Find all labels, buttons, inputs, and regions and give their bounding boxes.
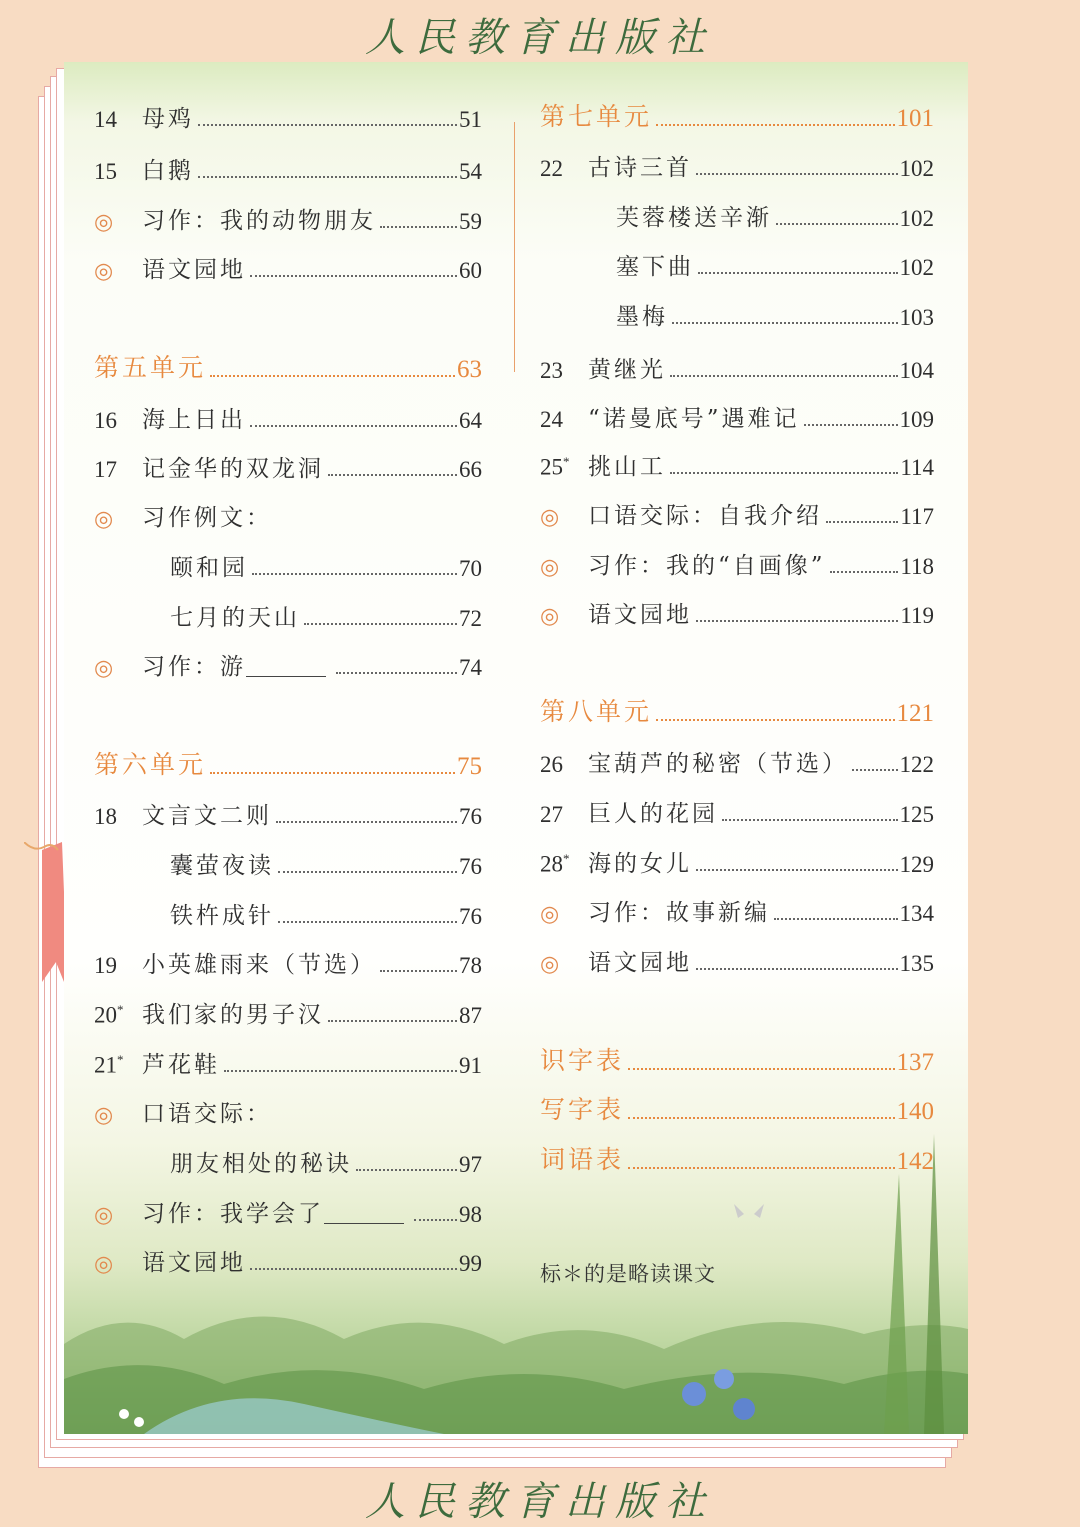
double-circle-icon: ◎ bbox=[94, 507, 114, 532]
lesson-number: 15 bbox=[94, 159, 117, 184]
toc-entry[interactable] bbox=[94, 1045, 482, 1079]
toc-entry[interactable] bbox=[94, 498, 482, 532]
entry-title: 词语表 bbox=[540, 1145, 625, 1174]
entry-title: 第五单元 bbox=[94, 353, 207, 382]
page-number: 102 bbox=[899, 255, 934, 280]
toc-entry[interactable] bbox=[94, 1243, 482, 1277]
leader-dots bbox=[210, 772, 455, 774]
entry-title: 黄继光 bbox=[588, 357, 666, 383]
toc-entry[interactable] bbox=[540, 943, 934, 977]
entry-title: 口语交际：自我介绍 bbox=[588, 503, 822, 529]
double-circle-icon: ◎ bbox=[540, 505, 560, 530]
lesson-number: 22 bbox=[540, 156, 563, 181]
leader-dots bbox=[852, 769, 898, 771]
leader-dots bbox=[198, 124, 457, 126]
toc-entry[interactable] bbox=[170, 598, 482, 632]
toc-entry[interactable] bbox=[540, 447, 934, 481]
entry-title: 芙蓉楼送辛渐 bbox=[616, 205, 772, 231]
leader-dots bbox=[826, 521, 898, 523]
page-number: 122 bbox=[899, 752, 934, 777]
toc-entry[interactable] bbox=[94, 201, 482, 235]
leader-dots bbox=[656, 124, 894, 126]
toc-entry[interactable] bbox=[616, 247, 934, 281]
page-number: 75 bbox=[457, 753, 482, 780]
leader-dots bbox=[198, 176, 457, 178]
entry-title: 记金华的双龙洞 bbox=[142, 456, 324, 482]
leader-dots bbox=[670, 472, 898, 474]
page-number: 125 bbox=[899, 802, 934, 827]
page-number: 99 bbox=[459, 1251, 482, 1276]
page-number: 74 bbox=[459, 655, 482, 680]
toc-entry[interactable] bbox=[94, 1094, 482, 1128]
lesson-number: 28* bbox=[540, 851, 570, 877]
page-number: 140 bbox=[896, 1098, 934, 1125]
page-number: 63 bbox=[457, 356, 482, 383]
lesson-number: 16 bbox=[94, 408, 117, 433]
page-number: 129 bbox=[899, 852, 934, 877]
leader-dots bbox=[276, 821, 457, 823]
lesson-number: 19 bbox=[94, 953, 117, 978]
double-circle-icon: ◎ bbox=[94, 1203, 114, 1228]
entry-title: 墨梅 bbox=[616, 304, 668, 330]
lesson-number: 25* bbox=[540, 454, 570, 480]
lesson-number: 21* bbox=[94, 1052, 124, 1078]
page-number: 66 bbox=[459, 457, 482, 482]
toc-entry[interactable] bbox=[94, 250, 482, 284]
entry-title: 七月的天山 bbox=[170, 605, 300, 631]
leader-dots bbox=[210, 375, 455, 377]
toc-entry[interactable] bbox=[540, 496, 934, 530]
leader-dots bbox=[414, 1219, 457, 1221]
leader-dots bbox=[250, 1268, 457, 1270]
leader-dots bbox=[328, 474, 457, 476]
page-number: 117 bbox=[900, 504, 934, 529]
lesson-number: 27 bbox=[540, 802, 563, 827]
leader-dots bbox=[304, 623, 457, 625]
contents-page bbox=[64, 62, 968, 1434]
footnote: 标＊的是略读课文 bbox=[540, 1262, 716, 1286]
entry-title: 铁杵成针 bbox=[170, 903, 274, 929]
entry-title: 海的女儿 bbox=[588, 851, 692, 877]
toc-entry[interactable] bbox=[94, 400, 482, 434]
page-number: 76 bbox=[459, 804, 482, 829]
leader-dots bbox=[656, 719, 894, 721]
toc-entry[interactable] bbox=[540, 893, 934, 927]
page-number: 102 bbox=[899, 156, 934, 181]
leader-dots bbox=[696, 173, 898, 175]
double-circle-icon: ◎ bbox=[540, 952, 560, 977]
leader-dots bbox=[830, 571, 899, 573]
entry-title: 习作：我的动物朋友 bbox=[142, 208, 376, 234]
leader-dots bbox=[722, 819, 898, 821]
unit-heading[interactable] bbox=[540, 694, 934, 728]
unit-heading[interactable] bbox=[94, 350, 482, 384]
toc-entry[interactable] bbox=[94, 995, 482, 1029]
leader-dots bbox=[356, 1169, 457, 1171]
page-number: 76 bbox=[459, 854, 482, 879]
entry-title: 母鸡 bbox=[142, 106, 194, 132]
publisher-logo-top: 人民教育出版社 bbox=[365, 15, 715, 61]
entry-title: 第八单元 bbox=[540, 697, 653, 726]
entry-title: 朋友相处的秘诀 bbox=[170, 1151, 352, 1177]
toc-entry[interactable] bbox=[94, 99, 482, 133]
double-circle-icon: ◎ bbox=[540, 555, 560, 580]
toc-entry[interactable] bbox=[94, 449, 482, 483]
skim-reading-star: * bbox=[117, 1052, 124, 1068]
lesson-number: 14 bbox=[94, 107, 117, 132]
entry-title: 古诗三首 bbox=[588, 155, 692, 181]
leader-dots bbox=[628, 1068, 894, 1070]
toc-entry[interactable] bbox=[540, 794, 934, 828]
leader-dots bbox=[328, 1020, 457, 1022]
page-number: 60 bbox=[459, 258, 482, 283]
leader-dots bbox=[774, 918, 898, 920]
lesson-number: 24 bbox=[540, 407, 563, 432]
page-number: 114 bbox=[900, 455, 934, 480]
leader-dots bbox=[278, 871, 457, 873]
page-number: 118 bbox=[900, 554, 934, 579]
entry-title: 习作：游 bbox=[142, 654, 246, 680]
page-number: 87 bbox=[459, 1003, 482, 1028]
entry-title: 海上日出 bbox=[142, 407, 246, 433]
double-circle-icon: ◎ bbox=[94, 1103, 114, 1128]
page-number: 76 bbox=[459, 904, 482, 929]
leader-dots bbox=[696, 620, 898, 622]
entry-title: 识字表 bbox=[540, 1046, 625, 1075]
leader-dots bbox=[250, 425, 457, 427]
leader-dots bbox=[380, 970, 457, 972]
entry-title: 写字表 bbox=[540, 1095, 625, 1124]
toc-entry[interactable] bbox=[540, 546, 934, 580]
unit-heading[interactable] bbox=[540, 1092, 934, 1126]
entry-title: 白鹅 bbox=[142, 158, 194, 184]
double-circle-icon: ◎ bbox=[94, 1252, 114, 1277]
toc-entry[interactable] bbox=[94, 151, 482, 185]
page-number: 98 bbox=[459, 1202, 482, 1227]
lesson-number: 26 bbox=[540, 752, 563, 777]
unit-heading[interactable] bbox=[540, 1142, 934, 1176]
page-number: 134 bbox=[899, 901, 934, 926]
entry-title: 语文园地 bbox=[142, 1250, 246, 1276]
toc-entry[interactable] bbox=[540, 399, 934, 433]
leader-dots bbox=[278, 921, 457, 923]
entry-title: 颐和园 bbox=[170, 555, 248, 581]
entry-title: 语文园地 bbox=[142, 257, 246, 283]
unit-heading[interactable] bbox=[540, 1043, 934, 1077]
toc-entry[interactable] bbox=[94, 796, 482, 830]
page-number: 102 bbox=[899, 206, 934, 231]
double-circle-icon: ◎ bbox=[94, 656, 114, 681]
toc-entry[interactable] bbox=[540, 148, 934, 182]
lesson-number: 23 bbox=[540, 358, 563, 383]
entry-title: “诺曼底号”遇难记 bbox=[588, 406, 800, 432]
fill-in-blank bbox=[246, 675, 326, 677]
page-number: 97 bbox=[459, 1152, 482, 1177]
toc-entry[interactable] bbox=[616, 297, 934, 331]
page-number: 119 bbox=[900, 603, 934, 628]
page-number: 142 bbox=[896, 1148, 934, 1175]
leader-dots bbox=[224, 1070, 457, 1072]
entry-title: 巨人的花园 bbox=[588, 801, 718, 827]
toc-entry[interactable] bbox=[170, 1144, 482, 1178]
page-number: 103 bbox=[899, 305, 934, 330]
entry-title: 宝葫芦的秘密（节选） bbox=[588, 751, 848, 777]
page-number: 54 bbox=[459, 159, 482, 184]
toc-entry[interactable] bbox=[540, 744, 934, 778]
toc-entry[interactable] bbox=[170, 846, 482, 880]
toc-entry[interactable] bbox=[540, 350, 934, 384]
publisher-logo-bottom: 人民教育出版社 bbox=[365, 1479, 715, 1525]
page-number: 101 bbox=[896, 105, 934, 132]
skim-reading-star: * bbox=[563, 851, 570, 867]
page-number: 78 bbox=[459, 953, 482, 978]
leader-dots bbox=[696, 968, 898, 970]
entry-title: 习作例文： bbox=[142, 505, 272, 531]
leader-dots bbox=[670, 375, 898, 377]
toc-entry[interactable] bbox=[170, 896, 482, 930]
leader-dots bbox=[698, 272, 898, 274]
entry-title: 语文园地 bbox=[588, 602, 692, 628]
lesson-number: 20* bbox=[94, 1002, 124, 1028]
entry-title: 习作：故事新编 bbox=[588, 900, 770, 926]
leader-dots bbox=[672, 322, 898, 324]
entry-title: 习作：我学会了 bbox=[142, 1201, 324, 1227]
entry-title: 小英雄雨来（节选） bbox=[142, 952, 376, 978]
page-number: 64 bbox=[459, 408, 482, 433]
lesson-number: 17 bbox=[94, 457, 117, 482]
entry-title: 第七单元 bbox=[540, 102, 653, 131]
entry-title: 塞下曲 bbox=[616, 254, 694, 280]
page-number: 137 bbox=[896, 1049, 934, 1076]
page-number: 109 bbox=[899, 407, 934, 432]
toc-entry[interactable] bbox=[540, 595, 934, 629]
leader-dots bbox=[628, 1167, 894, 1169]
column-divider bbox=[514, 122, 515, 372]
page-number: 59 bbox=[459, 209, 482, 234]
entry-title: 我们家的男子汉 bbox=[142, 1002, 324, 1028]
double-circle-icon: ◎ bbox=[540, 902, 560, 927]
fill-in-blank bbox=[324, 1222, 404, 1224]
page-number: 91 bbox=[459, 1053, 482, 1078]
page-number: 70 bbox=[459, 556, 482, 581]
leader-dots bbox=[336, 672, 457, 674]
toc-entry[interactable] bbox=[540, 844, 934, 878]
entry-title: 挑山工 bbox=[588, 454, 666, 480]
double-circle-icon: ◎ bbox=[94, 210, 114, 235]
toc-entry[interactable] bbox=[94, 647, 482, 681]
entry-title: 芦花鞋 bbox=[142, 1052, 220, 1078]
toc-entry[interactable] bbox=[170, 548, 482, 582]
toc-entry[interactable] bbox=[94, 1194, 482, 1228]
entry-title: 语文园地 bbox=[588, 950, 692, 976]
leader-dots bbox=[776, 223, 898, 225]
leader-dots bbox=[252, 573, 457, 575]
page-number: 104 bbox=[899, 358, 934, 383]
page-number: 121 bbox=[896, 700, 934, 727]
entry-title: 口语交际： bbox=[142, 1101, 272, 1127]
leader-dots bbox=[804, 424, 898, 426]
leader-dots bbox=[380, 226, 457, 228]
unit-heading[interactable] bbox=[94, 747, 482, 781]
page-number: 51 bbox=[459, 107, 482, 132]
double-circle-icon: ◎ bbox=[540, 604, 560, 629]
double-circle-icon: ◎ bbox=[94, 259, 114, 284]
leader-dots bbox=[628, 1117, 894, 1119]
page-number: 135 bbox=[899, 951, 934, 976]
lesson-number: 18 bbox=[94, 804, 117, 829]
unit-heading[interactable] bbox=[540, 99, 934, 133]
skim-reading-star: * bbox=[563, 454, 570, 470]
entry-title: 囊萤夜读 bbox=[170, 853, 274, 879]
meadow-illustration bbox=[64, 1134, 968, 1434]
toc-entry[interactable] bbox=[94, 945, 482, 979]
entry-title: 文言文二则 bbox=[142, 803, 272, 829]
page-number: 72 bbox=[459, 606, 482, 631]
entry-title: 第六单元 bbox=[94, 750, 207, 779]
entry-title: 习作：我的“自画像” bbox=[588, 553, 826, 579]
skim-reading-star: * bbox=[117, 1002, 124, 1018]
leader-dots bbox=[250, 275, 457, 277]
leader-dots bbox=[696, 869, 898, 871]
toc-entry[interactable] bbox=[616, 198, 934, 232]
